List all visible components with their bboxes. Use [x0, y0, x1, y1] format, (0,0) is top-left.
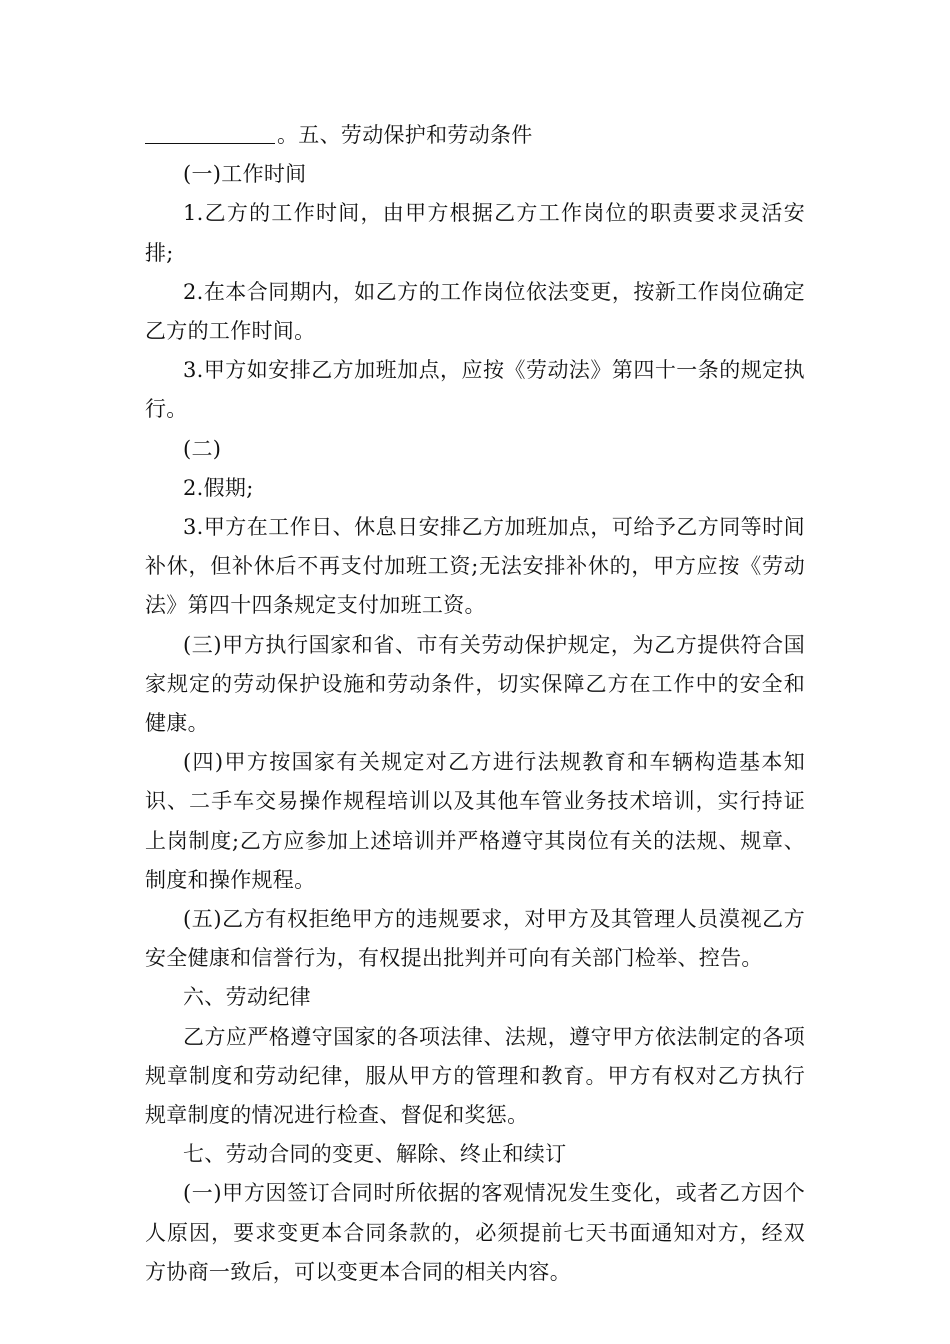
paragraph-section-7-heading: 七、劳动合同的变更、解除、终止和续订 [183, 1142, 567, 1167]
paragraph-working-hours-heading: (一)工作时间 [183, 162, 307, 187]
paragraph-holidays: 2.假期; [183, 475, 254, 500]
paragraph-working-hours-item-3: 3.甲方如安排乙方加班加点，应按《劳动法》第四十一条的规定执行。 [145, 358, 805, 422]
paragraph-section-5-heading [145, 116, 805, 155]
paragraph-training: (四)甲方按国家有关规定对乙方进行法规教育和车辆构造基本知识、二手车交易操作规程培训以及其他车管业务技术培训，实行持证上岗制度;乙方应参加上述培训并严格遵守其岗位有关的法规、规章、制度和操作规程。 [145, 750, 805, 892]
fill-in-blank-line [145, 121, 275, 144]
paragraph-text: 。五、劳动保护和劳动条件 [277, 123, 533, 147]
paragraph-overtime-compensation: 3.甲方在工作日、休息日安排乙方加班加点，可给予乙方同等时间补休，但补休后不再支付加班工资;无法安排补休的，甲方应按《劳动法》第四十四条规定支付加班工资。 [145, 515, 805, 618]
paragraph-working-hours-item-2: 2.在本合同期内，如乙方的工作岗位依法变更，按新工作岗位确定乙方的工作时间。 [145, 279, 805, 344]
paragraph-working-hours-item-1: 1.乙方的工作时间，由甲方根据乙方工作岗位的职责要求灵活安排; [145, 201, 805, 265]
paragraph-labor-protection: (三)甲方执行国家和省、市有关劳动保护规定，为乙方提供符合国家规定的劳动保护设施和劳动条件，切实保障乙方在工作中的安全和健康。 [145, 632, 805, 736]
paragraph-subsection-2-heading: (二) [183, 436, 222, 461]
paragraph-labor-discipline: 乙方应严格遵守国家的各项法律、法规，遵守甲方依法制定的各项规章制度和劳动纪律，服从甲方的管理和教育。甲方有权对乙方执行规章制度的情况进行检查、督促和奖惩。 [145, 1024, 805, 1128]
paragraph-right-to-refuse: (五)乙方有权拒绝甲方的违规要求，对甲方及其管理人员漠视乙方安全健康和信誉行为，有权提出批判并可向有关部门检举、控告。 [145, 907, 805, 971]
paragraph-section-6-heading: 六、劳动纪律 [183, 985, 311, 1010]
paragraph-contract-change: (一)甲方因签订合同时所依据的客观情况发生变化，或者乙方因个人原因，要求变更本合同条款的，必须提前七天书面通知对方，经双方协商一致后，可以变更本合同的相关内容。 [145, 1181, 805, 1284]
document-body [145, 116, 805, 1292]
